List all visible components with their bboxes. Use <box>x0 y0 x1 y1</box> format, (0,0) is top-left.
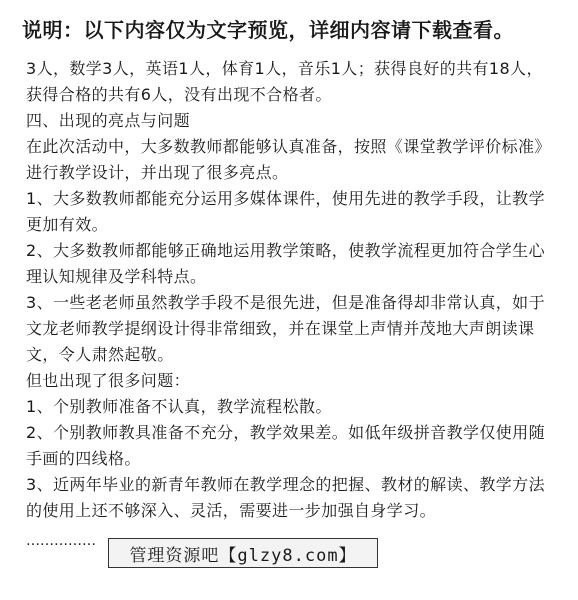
paragraph-problems-intro: 但也出现了很多问题： <box>26 371 191 390</box>
list-item-problem-3: 3、近两年毕业的新青年教师在教学理念的把握、教材的解读、教学方法的使用上还不够深入、灵活，需要进一步加强自身学习。 <box>26 475 545 520</box>
footer <box>26 534 406 570</box>
section-heading-highlights-issues: 四、出现的亮点与问题 <box>26 111 191 130</box>
ellipsis-dots: …………… <box>26 533 96 549</box>
list-item-problem-1: 1、个别教师准备不认真，教学流程松散。 <box>26 397 332 416</box>
document-body <box>26 56 556 524</box>
list-item-highlight-2: 2、大多数教师都能够正确地运用教学策略，使教学流程更加符合学生心理认知规律及学科特点。 <box>26 241 545 286</box>
list-item-highlight-3: 3、一些老老师虽然教学手段不是很先进，但是准备得却非常认真，如于文龙老师教学提纲设计得非常细致，并在课堂上声情并茂地大声朗读课文，令人肃然起敬。 <box>26 293 545 364</box>
list-item-highlight-1: 1、大多数教师都能充分运用多媒体课件，使用先进的教学手段，让教学更加有效。 <box>26 189 545 234</box>
paragraph-staff-results: 3人，数学3人，英语1人，体育1人，音乐1人；获得良好的共有18人，获得合格的共有6人，没有出现不合格者。 <box>26 59 543 104</box>
preview-notice: 说明：以下内容仅为文字预览，详细内容请下载查看。 <box>22 18 514 42</box>
list-item-problem-2: 2、个别教师教具准备不充分，教学效果差。如低年级拼音教学仅使用随手画的四线格。 <box>26 423 545 468</box>
paragraph-activity-summary: 在此次活动中，大多数教师都能够认真准备，按照《课堂教学评价标准》进行教学设计，并出现了很多亮点。 <box>26 137 551 182</box>
site-brand-badge: 管理资源吧【glzy8.com】 <box>108 538 378 568</box>
